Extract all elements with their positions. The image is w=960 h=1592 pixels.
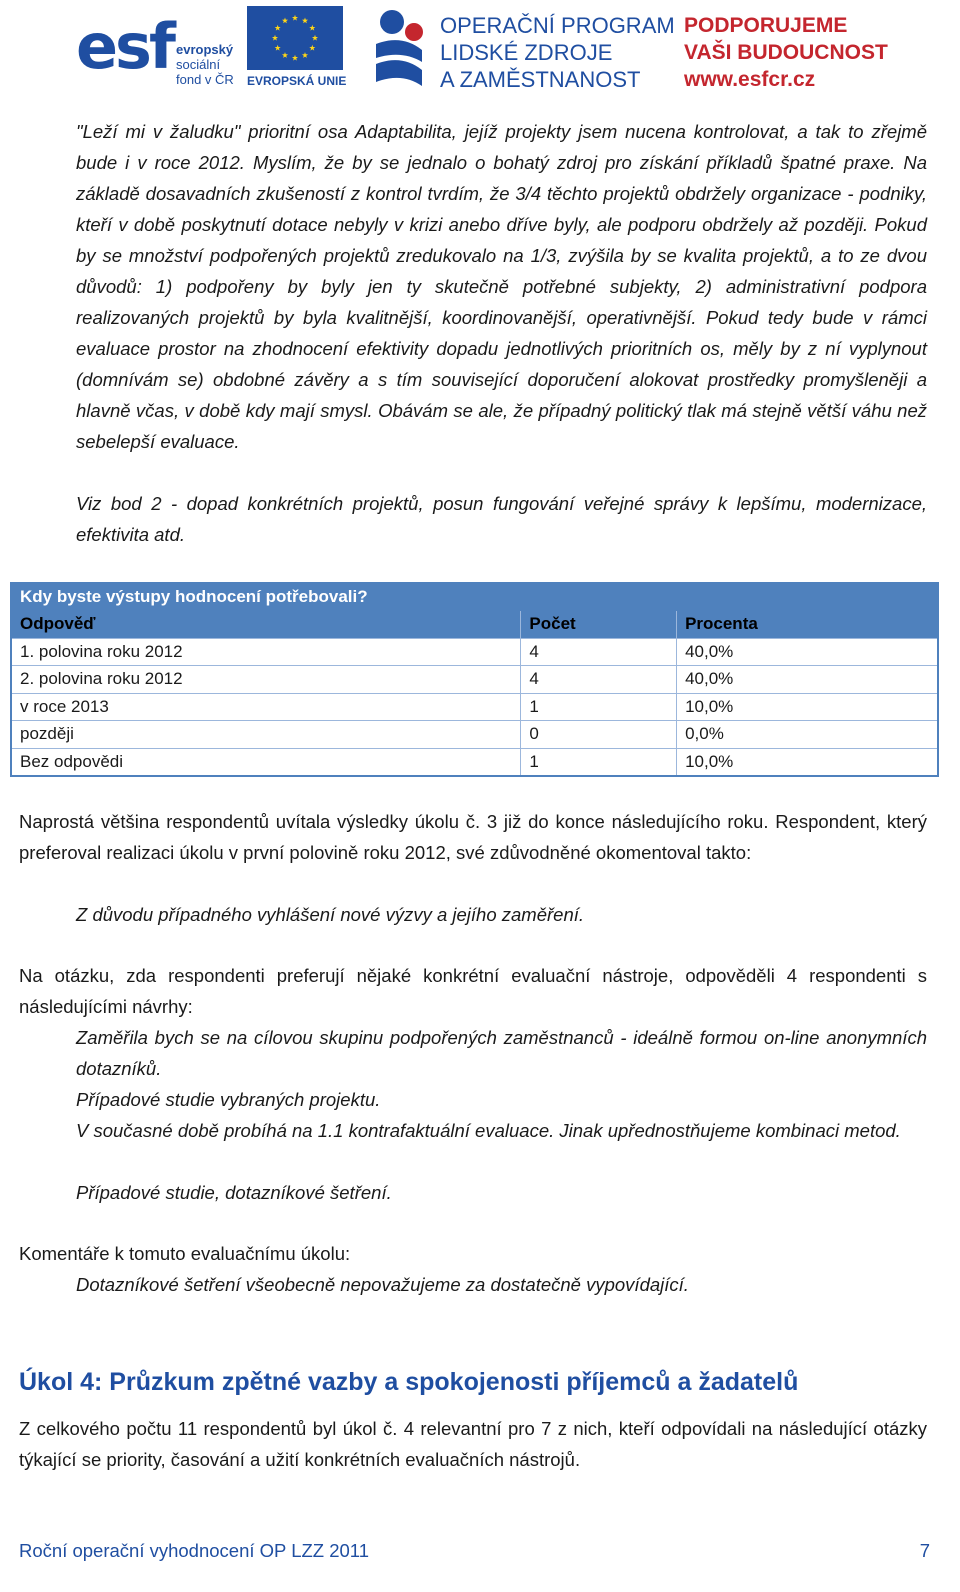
op-lzz-logo (372, 6, 675, 92)
table-title-row (11, 583, 938, 611)
cell-answer: později (11, 721, 521, 749)
cell-percent: 10,0% (677, 748, 938, 776)
cell-answer: v roce 2013 (11, 693, 521, 721)
eu-caption: EVROPSKÁ UNIE (247, 74, 347, 88)
tools-quote-2: Případové studie vybraných projektu. (76, 1089, 381, 1110)
tools-quote-4: Případové studie, dotazníkové šetření. (76, 1182, 392, 1203)
page-header (0, 0, 960, 100)
cell-count: 1 (521, 748, 677, 776)
cell-count: 0 (521, 721, 677, 749)
majority-quote: Z důvodu případného vyhlášení nové výzvy a jejího zaměření. (76, 904, 585, 925)
cell-percent: 40,0% (677, 666, 938, 694)
page-number: 7 (919, 1540, 930, 1561)
cell-count: 4 (521, 638, 677, 666)
esf-subtitle (176, 42, 246, 87)
esf-line-1: evropský (176, 42, 234, 57)
cell-answer: Bez odpovědi (11, 748, 521, 776)
cell-percent: 40,0% (677, 638, 938, 666)
esf-wordmark: esf (76, 10, 173, 83)
eu-logo (247, 6, 347, 88)
footer-title: Roční operační vyhodnocení OP LZZ 2011 (19, 1540, 370, 1561)
cell-answer: 2. polovina roku 2012 (11, 666, 521, 694)
cell-count: 1 (521, 693, 677, 721)
esf-line-3: fond v ČR (176, 72, 234, 87)
section-heading: Úkol 4: Průzkum zpětné vazby a spokojenosti příjemců a žadatelů (19, 1368, 799, 1396)
table-row (11, 666, 938, 694)
intro-paragraph: "Leží mi v žaludku" prioritní osa Adaptabilita, jejíž projekty jsem nucena kontrolovat, a tak to zřejmě bude i v roce 2012. Myslím, že by se jednalo o bohatý zdroj pro získání příkladů špatné praxe. Na základě dosavadních zkušeností z kontrol tvrdím, že 3/4 těchto projektů obdržely organizace - podniky, kteří v době poskytnutí dotace nebyly v krizi anebo dříve byly, ale podporu obdržely až později. Pokud by se množství podpořených projektů zredukovalo na 1/3, zvýšila by se kvalita projektů, a to ze dvou důvodů: 1) podpořeny by byly jen ty skutečně potřebné subjekty, 2) administrativní podpora realizovaných projektů by byla kvalitnější, koordinovanější, operativnější. Pokud tedy bude v rámci evaluace prostor na zhodnocení efektivity dopadu jednotlivých prioritních os, měly by z ní vyplynout (domnívám se) obdobné závěry a s tím související doporučení alokovat prostředky promyšleněji a hlavně včas, v době kdy mají smysl. Obávám se ale, že případný politický tlak má stejně větší váhu než sebelepší evaluace. (76, 121, 927, 452)
header-answer: Odpověď (11, 611, 521, 639)
op-line-1: OPERAČNÍ PROGRAM (440, 13, 675, 38)
table-row (11, 748, 938, 776)
section-paragraph: Z celkového počtu 11 respondentů byl úkol č. 4 relevantní pro 7 z nich, kteří odpovídali na následující otázky týkající se priority, časování a užití konkrétních evaluačních nástrojů. (19, 1418, 927, 1470)
op-lzz-mark-icon (372, 6, 432, 88)
ps-website: www.esfcr.cz (684, 68, 816, 91)
majority-paragraph: Naprostá většina respondentů uvítala výsledky úkolu č. 3 již do konce následujícího roku. Respondent, který preferoval realizaci úkolu v první polovině roku 2012, své zdůvodněné okomentoval takto: (19, 811, 927, 863)
table-title: Kdy byste výstupy hodnocení potřebovali? (11, 583, 938, 611)
esf-line-2: sociální (176, 57, 221, 72)
op-lzz-text (440, 12, 675, 93)
tools-quote-1: Zaměřila bych se na cílovou skupinu podpořených zaměstnanců - ideálně formou on-line anonymních dotazníků. (76, 1027, 927, 1079)
op-line-3: A ZAMĚSTNANOST (440, 67, 641, 92)
table-header-row (11, 611, 938, 639)
op-line-2: LIDSKÉ ZDROJE (440, 40, 613, 65)
comments-quote: Dotazníkové šetření všeobecně nepovažujeme za dostatečně vypovídající. (76, 1274, 689, 1295)
results-table (10, 582, 939, 777)
table-row (11, 721, 938, 749)
esf-logo (76, 6, 238, 88)
podporujeme-logo (684, 12, 888, 93)
header-count: Počet (521, 611, 677, 639)
cell-percent: 10,0% (677, 693, 938, 721)
ps-line-2: VAŠI BUDOUCNOST (684, 41, 888, 64)
table-row (11, 638, 938, 666)
header-percent: Procenta (677, 611, 938, 639)
viz-paragraph: Viz bod 2 - dopad konkrétních projektů, posun fungování veřejné správy k lepšímu, modernizace, efektivita atd. (76, 493, 927, 545)
table-row (11, 693, 938, 721)
tools-quote-3: V současné době probíhá na 1.1 kontrafaktuální evaluace. Jinak upřednostňujeme kombinaci metod. (76, 1120, 901, 1141)
cell-percent: 0,0% (677, 721, 938, 749)
ps-line-1: PODPORUJEME (684, 14, 848, 37)
comments-label: Komentáře k tomuto evaluačnímu úkolu: (19, 1243, 351, 1264)
tools-paragraph: Na otázku, zda respondenti preferují nějaké konkrétní evaluační nástroje, odpověděli 4 respondenti s následujícími návrhy: (19, 965, 927, 1017)
eu-flag-icon (247, 6, 343, 70)
cell-answer: 1. polovina roku 2012 (11, 638, 521, 666)
cell-count: 4 (521, 666, 677, 694)
